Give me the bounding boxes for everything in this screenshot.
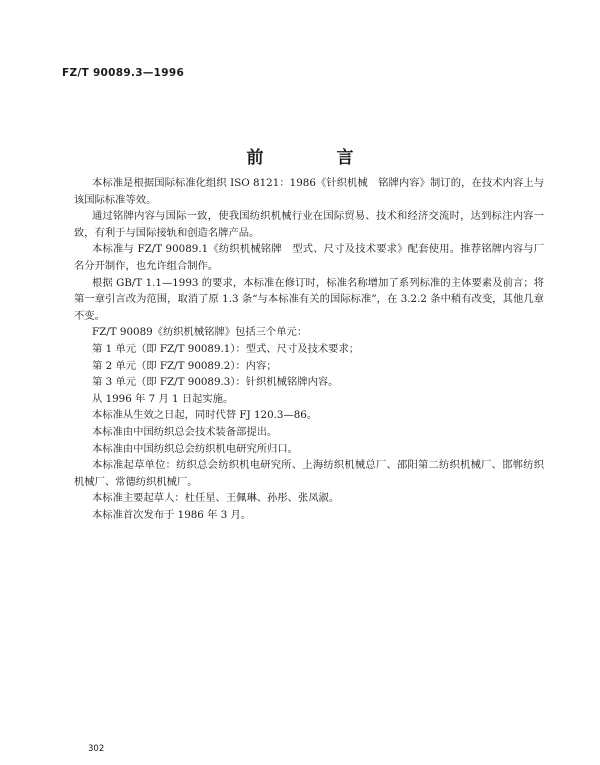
paragraph: 从 1996 年 7 月 1 日起实施。 <box>92 392 234 405</box>
paragraph: FZ/T 90089《纺织机械铭牌》包括三个单元： <box>92 326 308 339</box>
paragraph: 本标准是根据国际标准化组织 ISO 8121：1986《针织机械 铭牌内容》制订的，在技术内容上与该国际标准等效。 <box>74 177 544 206</box>
paragraph: 本标准从生效之日起，同时代替 FJ 120.3—86。 <box>92 409 318 422</box>
paragraph: 本标准由中国纺织总会技术装备部提出。 <box>92 425 278 438</box>
paragraph: 本标准首次发布于 1986 年 3 月。 <box>92 508 252 521</box>
paragraph: 第 3 单元（即 FZ/T 90089.3）：针织机械铭牌内容。 <box>92 376 339 389</box>
paragraph: 根据 GB/T 1.1—1993 的要求，本标准在修订时，标准名称增加了系列标准的主体要素及前言；将第一章引言改为范围，取消了原 1.3 条“与本标准有关的国际标准”，在 3.2.2 条中稍有改变，其他几章不变。 <box>74 276 544 322</box>
paragraph: 第 1 单元（即 FZ/T 90089.1）：型式、尺寸及技术要求； <box>92 342 360 355</box>
paragraph: 第 2 单元（即 FZ/T 90089.2）：内容； <box>92 359 277 372</box>
page-number: 302 <box>88 744 105 754</box>
standard-code: FZ/T 90089.3—1996 <box>62 67 185 79</box>
paragraph: 本标准起草单位：纺织总会纺织机电研究所、上海纺织机械总厂、邵阳第二纺织机械厂、邯郸纺织机械厂、常德纺织机械厂。 <box>74 459 544 488</box>
paragraph: 本标准与 FZ/T 90089.1《纺织机械铭牌 型式、尺寸及技术要求》配套使用。推荐铭牌内容与厂名分开制作，也允许组合制作。 <box>74 243 544 272</box>
paragraph: 本标准主要起草人：杜任星、王佩琳、孙彤、张凤淑。 <box>92 492 340 505</box>
foreword-body <box>74 175 544 523</box>
paragraph: 通过铭牌内容与国际一致，使我国纺织机械行业在国际贸易、技术和经济交流时，达到标注内容一致，有利于与国际接轨和创造名牌产品。 <box>74 210 544 239</box>
section-title: 前 言 <box>246 148 382 168</box>
paragraph: 本标准由中国纺织总会纺织机电研究所归口。 <box>92 442 298 455</box>
